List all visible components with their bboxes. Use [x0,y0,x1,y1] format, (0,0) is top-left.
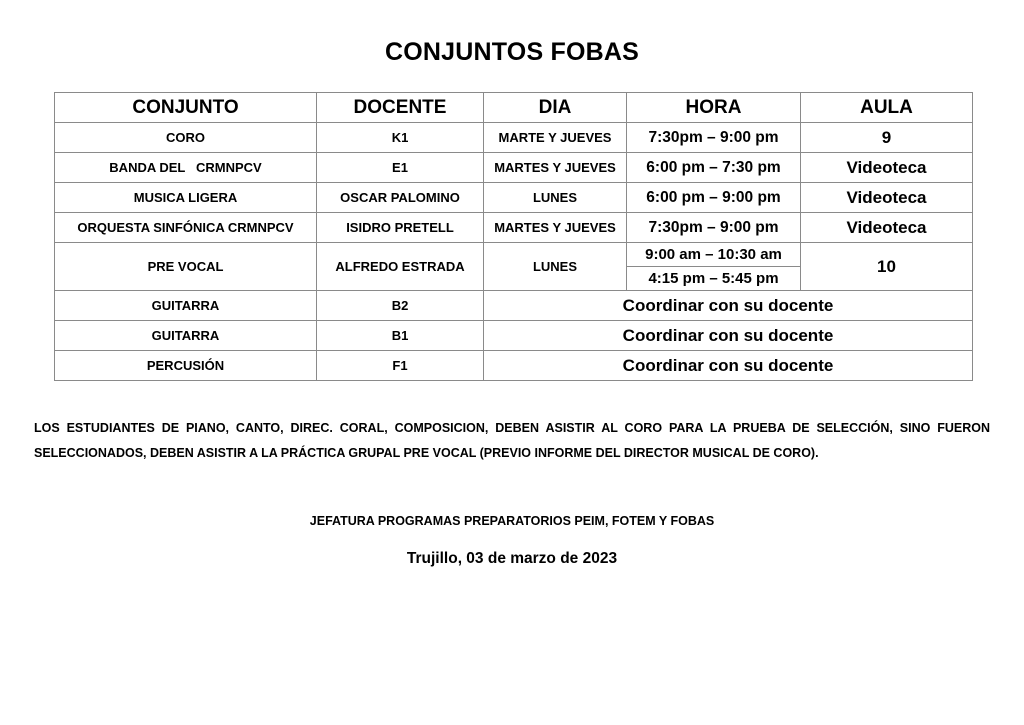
table-row [55,321,973,351]
cell-conjunto: GUITARRA [55,321,317,351]
cell-dia: MARTE Y JUEVES [484,123,627,153]
cell-docente: B1 [317,321,484,351]
cell-aula: Videoteca [801,183,973,213]
table-row [55,243,973,267]
cell-docente: OSCAR PALOMINO [317,183,484,213]
cell-conjunto: PERCUSIÓN [55,351,317,381]
cell-conjunto: PRE VOCAL [55,243,317,291]
header-aula: AULA [801,93,973,123]
date-line: Trujillo, 03 de marzo de 2023 [406,550,618,567]
cell-aula: Videoteca [801,213,973,243]
header-conjunto: CONJUNTO [55,93,317,123]
cell-conjunto: BANDA DEL CRMNPCV [55,153,317,183]
cell-coordinar: Coordinar con su docente [484,351,973,381]
table-row [55,153,973,183]
table-row [55,183,973,213]
header-hora: HORA [627,93,801,123]
cell-hora: 6:00 pm – 9:00 pm [627,183,801,213]
cell-hora: 9:00 am – 10:30 am [627,243,801,267]
cell-conjunto: ORQUESTA SINFÓNICA CRMNPCV [55,213,317,243]
cell-aula: Videoteca [801,153,973,183]
cell-dia: LUNES [484,243,627,291]
schedule-table [54,92,973,381]
cell-docente: ALFREDO ESTRADA [317,243,484,291]
students-note: LOS ESTUDIANTES DE PIANO, CANTO, DIREC. CORAL, COMPOSICION, DEBEN ASISTIR AL CORO PARA LA PRUEBA DE SELECCIÓN, SINO FUERON SELECCIONADOS, DEBEN ASISTIR A LA PRÁCTICA GRUPAL PRE VOCAL (PREVIO INFORME DEL DIRECTOR MUSICAL DE CORO). [34,421,990,460]
cell-docente: E1 [317,153,484,183]
table-row [55,291,973,321]
cell-hora: 7:30pm – 9:00 pm [627,123,801,153]
cell-aula: 9 [801,123,973,153]
cell-hora: 6:00 pm – 7:30 pm [627,153,801,183]
cell-conjunto: CORO [55,123,317,153]
header-dia: DIA [484,93,627,123]
table-row [55,213,973,243]
cell-docente: B2 [317,291,484,321]
cell-docente: F1 [317,351,484,381]
cell-conjunto: GUITARRA [55,291,317,321]
table-row [55,351,973,381]
cell-dia: LUNES [484,183,627,213]
header-docente: DOCENTE [317,93,484,123]
cell-dia: MARTES Y JUEVES [484,213,627,243]
cell-aula: 10 [801,243,973,291]
cell-docente: K1 [317,123,484,153]
cell-dia: MARTES Y JUEVES [484,153,627,183]
cell-coordinar: Coordinar con su docente [484,321,973,351]
table-row [55,123,973,153]
cell-hora: 4:15 pm – 5:45 pm [627,267,801,291]
cell-docente: ISIDRO PRETELL [317,213,484,243]
cell-hora: 7:30pm – 9:00 pm [627,213,801,243]
cell-coordinar: Coordinar con su docente [484,291,973,321]
cell-conjunto: MUSICA LIGERA [55,183,317,213]
department-signature: JEFATURA PROGRAMAS PREPARATORIOS PEIM, FOTEM Y FOBAS [309,514,715,528]
table-header-row [55,93,973,123]
page-title: CONJUNTOS FOBAS [385,38,639,66]
